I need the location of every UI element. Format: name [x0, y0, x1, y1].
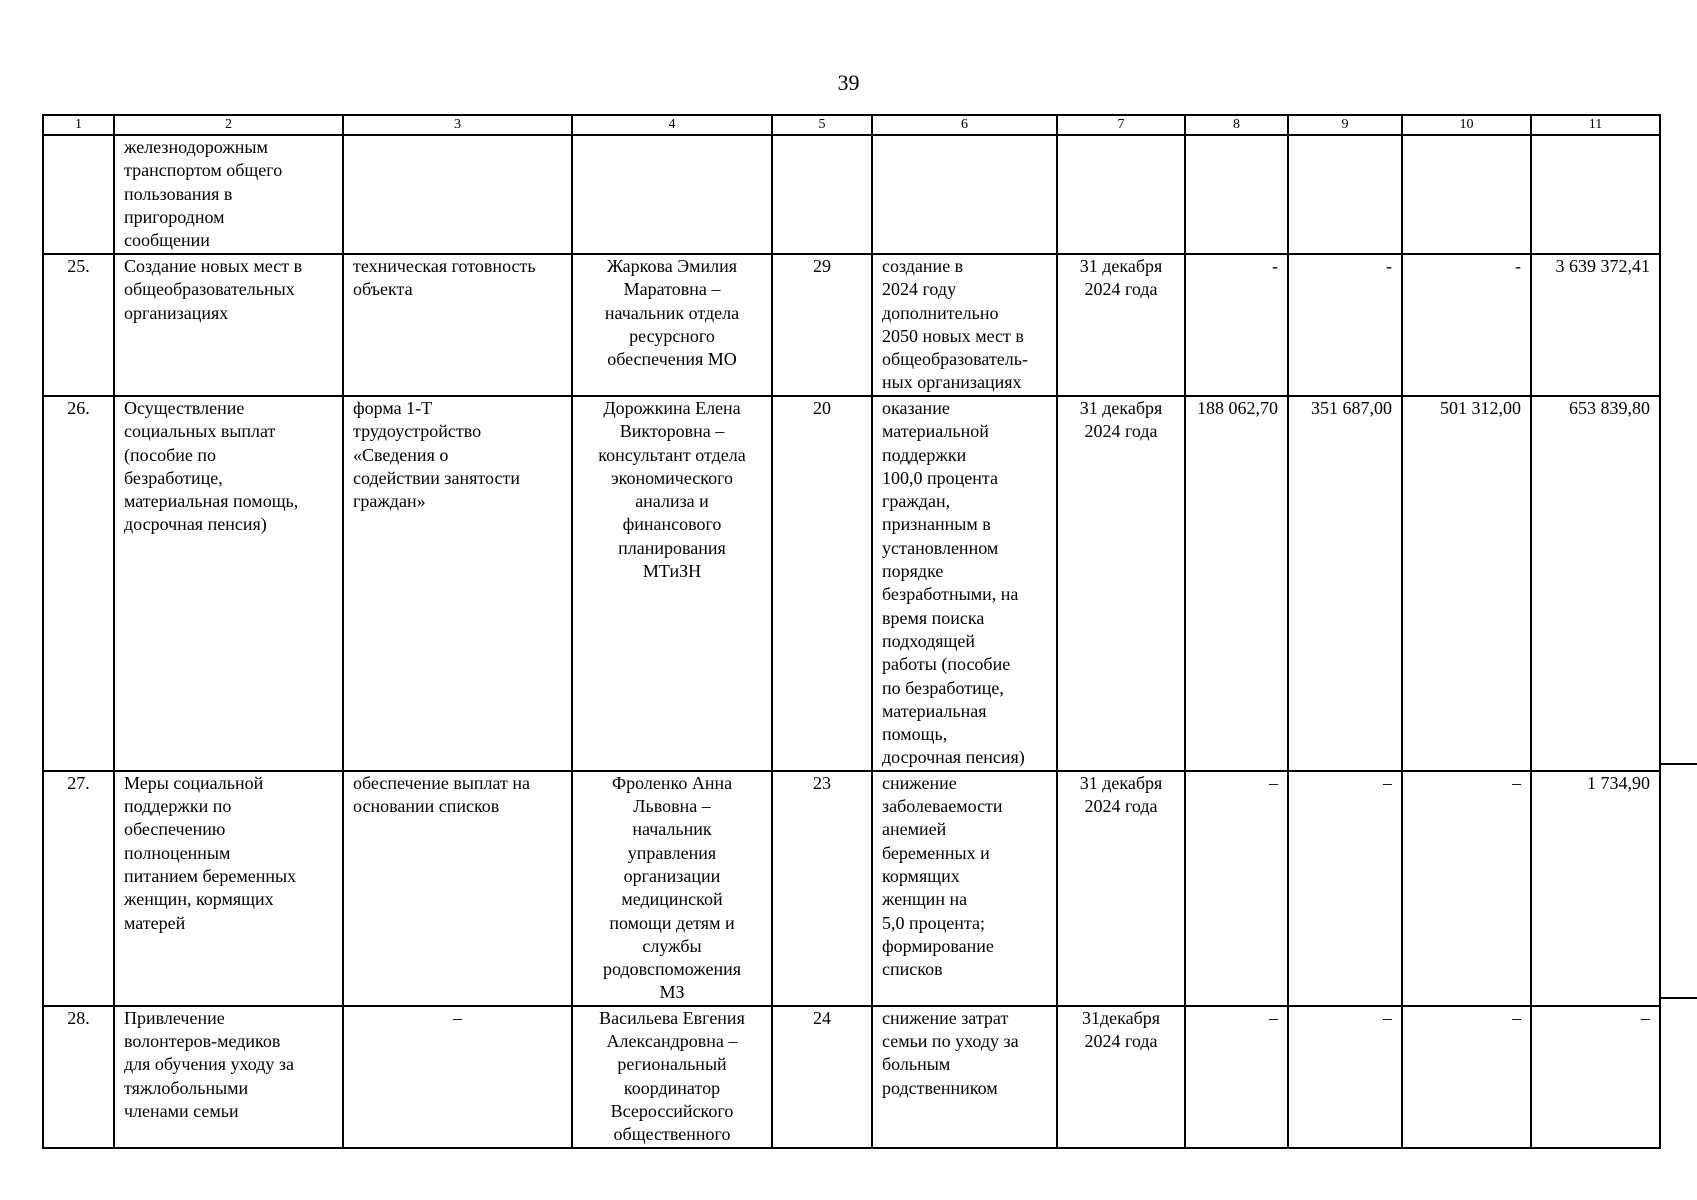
cell-row-number: 28.: [43, 1006, 114, 1148]
continuation-edge-line: [1659, 997, 1697, 999]
cell-value-10: –: [1402, 771, 1531, 1006]
table-row-continuation: [43, 135, 1660, 254]
cell-deadline: 31 декабря 2024 года: [1057, 254, 1185, 396]
cell-value-8: -: [1185, 254, 1288, 396]
cell-value-8: –: [1185, 771, 1288, 1006]
table-row: [43, 254, 1660, 396]
cell-measure-name: Осуществление социальных выплат (пособие по безработице, материальная помощь, досрочная пенсия): [114, 396, 343, 771]
cell-responsible: Фроленко Анна Львовна – начальник управления организации медицинской помощи детям и службы родовспоможения МЗ: [572, 771, 772, 1006]
cell-value-10: –: [1402, 1006, 1531, 1148]
cell-empty: [1531, 135, 1660, 254]
column-number-10: 10: [1402, 115, 1531, 135]
cell-code: 23: [772, 771, 872, 1006]
cell-empty: [1402, 135, 1531, 254]
cell-indicator: форма 1-Т трудоустройство «Сведения о содействии занятости граждан»: [343, 396, 572, 771]
cell-row-number: 26.: [43, 396, 114, 771]
column-number-3: 3: [343, 115, 572, 135]
continuation-edge-line: [1659, 763, 1697, 765]
cell-empty: [343, 135, 572, 254]
cell-value-8: –: [1185, 1006, 1288, 1148]
cell-result: оказание материальной поддержки 100,0 процента граждан, признанным в установленном порядке безработными, на время поиска подходящей работы (пособие по безработице, материальная помощь, досрочная пенсия): [872, 396, 1057, 771]
cell-empty: [43, 135, 114, 254]
cell-indicator: техническая готовность объекта: [343, 254, 572, 396]
table-row: [43, 1006, 1660, 1148]
cell-code: 29: [772, 254, 872, 396]
cell-measure-name: Привлечение волонтеров-медиков для обучения уходу за тяжлобольными членами семьи: [114, 1006, 343, 1148]
cell-responsible: Дорожкина Елена Викторовна – консультант отдела экономического анализа и финансового планирования МТиЗН: [572, 396, 772, 771]
cell-measure-name: Создание новых мест в общеобразовательных организациях: [114, 254, 343, 396]
cell-value-8: 188 062,70: [1185, 396, 1288, 771]
cell-empty: [1057, 135, 1185, 254]
measures-table: [42, 114, 1661, 1149]
cell-value-11: –: [1531, 1006, 1660, 1148]
cell-responsible: Васильева Евгения Александровна – региональный координатор Всероссийского общественного: [572, 1006, 772, 1148]
cell-result: создание в 2024 году дополнительно 2050 новых мест в общеобразователь- ных организациях: [872, 254, 1057, 396]
cell-value-10: 501 312,00: [1402, 396, 1531, 771]
page-number: 39: [837, 70, 860, 95]
cell-empty: [1288, 135, 1402, 254]
cell-value-11: 3 639 372,41: [1531, 254, 1660, 396]
cell-result: снижение затрат семьи по уходу за больным родственником: [872, 1006, 1057, 1148]
cell-deadline: 31 декабря 2024 года: [1057, 771, 1185, 1006]
cell-code: 20: [772, 396, 872, 771]
column-number-7: 7: [1057, 115, 1185, 135]
cell-row-number: 27.: [43, 771, 114, 1006]
cell-result: снижение заболеваемости анемией беременных и кормящих женщин на 5,0 процента; формирование списков: [872, 771, 1057, 1006]
cell-indicator: –: [343, 1006, 572, 1148]
cell-measure-name: Меры социальной поддержки по обеспечению полноценным питанием беременных женщин, кормящих матерей: [114, 771, 343, 1006]
cell-deadline: 31 декабря 2024 года: [1057, 396, 1185, 771]
cell-row-number: 25.: [43, 254, 114, 396]
cell-code: 24: [772, 1006, 872, 1148]
column-number-8: 8: [1185, 115, 1288, 135]
cell-value-9: -: [1288, 254, 1402, 396]
cell-value-10: -: [1402, 254, 1531, 396]
column-number-header-row: [43, 115, 1660, 135]
cell-value-9: 351 687,00: [1288, 396, 1402, 771]
cell-indicator: обеспечение выплат на основании списков: [343, 771, 572, 1006]
column-number-5: 5: [772, 115, 872, 135]
cell-deadline: 31декабря 2024 года: [1057, 1006, 1185, 1148]
cell-empty: [772, 135, 872, 254]
column-number-6: 6: [872, 115, 1057, 135]
cell-value-11: 653 839,80: [1531, 396, 1660, 771]
cell-value-9: –: [1288, 1006, 1402, 1148]
column-number-11: 11: [1531, 115, 1660, 135]
column-number-1: 1: [43, 115, 114, 135]
cell-empty: [872, 135, 1057, 254]
cell-value-11: 1 734,90: [1531, 771, 1660, 1006]
column-number-4: 4: [572, 115, 772, 135]
cell-value-9: –: [1288, 771, 1402, 1006]
table-row: [43, 396, 1660, 771]
cell-empty: [1185, 135, 1288, 254]
column-number-2: 2: [114, 115, 343, 135]
table-row: [43, 771, 1660, 1006]
cell-responsible: Жаркова Эмилия Маратовна – начальник отдела ресурсного обеспечения МО: [572, 254, 772, 396]
cell-measure-name: железнодорожным транспортом общего пользования в пригородном сообщении: [114, 135, 343, 254]
cell-empty: [572, 135, 772, 254]
column-number-9: 9: [1288, 115, 1402, 135]
